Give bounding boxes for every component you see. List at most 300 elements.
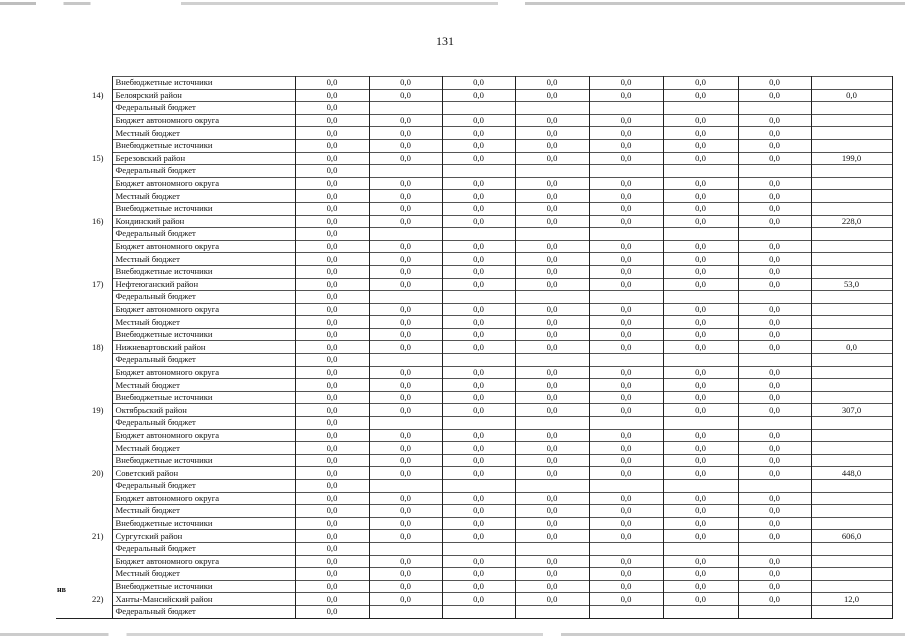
row-name: Внебюджетные источники [112, 139, 295, 152]
value-cell: 0,0 [738, 316, 811, 329]
value-cell: 0,0 [738, 77, 811, 90]
value-cell: 0,0 [738, 253, 811, 266]
row-number [56, 379, 112, 392]
value-cell: 0,0 [442, 505, 515, 518]
value-cell: 0,0 [295, 379, 369, 392]
value-cell: 0,0 [663, 467, 738, 480]
table-row [56, 152, 892, 165]
value-cell: 0,0 [295, 152, 369, 165]
row-name: Нижневартовский район [112, 341, 295, 354]
value-cell: 0,0 [663, 303, 738, 316]
value-cell: 0,0 [295, 593, 369, 606]
row-number [56, 165, 112, 178]
total-cell [811, 253, 892, 266]
value-cell: 0,0 [663, 593, 738, 606]
value-cell: 0,0 [663, 517, 738, 530]
row-number [56, 542, 112, 555]
table-row [56, 316, 892, 329]
table-row [56, 530, 892, 543]
value-cell: 0,0 [369, 391, 442, 404]
table-row [56, 177, 892, 190]
value-cell: 0,0 [589, 77, 663, 90]
value-cell: 0,0 [738, 429, 811, 442]
row-name: Ханты-Мансийский район [112, 593, 295, 606]
value-cell [663, 354, 738, 367]
value-cell [738, 165, 811, 178]
value-cell: 0,0 [442, 492, 515, 505]
value-cell: 0,0 [369, 202, 442, 215]
value-cell: 0,0 [589, 316, 663, 329]
row-name: Бюджет автономного округа [112, 492, 295, 505]
row-number [56, 354, 112, 367]
value-cell: 0,0 [663, 215, 738, 228]
value-cell: 0,0 [295, 429, 369, 442]
value-cell [589, 165, 663, 178]
value-cell: 0,0 [515, 467, 589, 480]
value-cell: 0,0 [738, 467, 811, 480]
value-cell: 0,0 [663, 328, 738, 341]
value-cell [738, 605, 811, 618]
table-row [56, 429, 892, 442]
value-cell: 0,0 [515, 391, 589, 404]
value-cell: 0,0 [369, 429, 442, 442]
value-cell: 0,0 [295, 341, 369, 354]
value-cell: 0,0 [589, 202, 663, 215]
value-cell: 0,0 [442, 467, 515, 480]
row-name: Внебюджетные источники [112, 454, 295, 467]
value-cell: 0,0 [515, 517, 589, 530]
value-cell [515, 480, 589, 493]
value-cell: 0,0 [369, 593, 442, 606]
value-cell: 0,0 [369, 555, 442, 568]
value-cell: 0,0 [663, 379, 738, 392]
value-cell: 0,0 [442, 328, 515, 341]
value-cell: 0,0 [442, 303, 515, 316]
row-number: 15) [56, 152, 112, 165]
value-cell: 0,0 [738, 492, 811, 505]
row-name: Местный бюджет [112, 190, 295, 203]
value-cell [515, 354, 589, 367]
value-cell: 0,0 [442, 215, 515, 228]
value-cell: 0,0 [442, 253, 515, 266]
value-cell: 0,0 [663, 77, 738, 90]
total-cell: 0,0 [811, 89, 892, 102]
total-cell [811, 102, 892, 115]
value-cell: 0,0 [589, 568, 663, 581]
value-cell: 0,0 [589, 517, 663, 530]
value-cell [442, 480, 515, 493]
row-name: Бюджет автономного округа [112, 429, 295, 442]
total-cell [811, 555, 892, 568]
row-name: Бюджет автономного округа [112, 555, 295, 568]
scan-edge-bottom [0, 633, 905, 636]
value-cell [442, 417, 515, 430]
value-cell [663, 542, 738, 555]
value-cell: 0,0 [515, 240, 589, 253]
row-name: Местный бюджет [112, 253, 295, 266]
table-row [56, 580, 892, 593]
value-cell: 0,0 [295, 417, 369, 430]
value-cell [442, 228, 515, 241]
value-cell [589, 102, 663, 115]
value-cell: 0,0 [738, 580, 811, 593]
value-cell: 0,0 [295, 316, 369, 329]
row-name: Внебюджетные источники [112, 391, 295, 404]
table-row [56, 555, 892, 568]
total-cell [811, 114, 892, 127]
row-number [56, 303, 112, 316]
total-cell: 606,0 [811, 530, 892, 543]
value-cell: 0,0 [515, 366, 589, 379]
row-number [56, 291, 112, 304]
row-name: Бюджет автономного округа [112, 114, 295, 127]
row-name: Нефтеюганский район [112, 278, 295, 291]
table-row [56, 102, 892, 115]
total-cell [811, 240, 892, 253]
value-cell: 0,0 [295, 467, 369, 480]
value-cell: 0,0 [369, 517, 442, 530]
row-number: 22) [56, 593, 112, 606]
value-cell: 0,0 [515, 341, 589, 354]
value-cell: 0,0 [738, 328, 811, 341]
total-cell [811, 354, 892, 367]
row-number [56, 555, 112, 568]
value-cell: 0,0 [295, 505, 369, 518]
value-cell: 0,0 [738, 215, 811, 228]
total-cell [811, 580, 892, 593]
value-cell: 0,0 [442, 404, 515, 417]
value-cell: 0,0 [369, 530, 442, 543]
value-cell: 0,0 [442, 341, 515, 354]
table-row [56, 568, 892, 581]
value-cell: 0,0 [442, 517, 515, 530]
row-name: Бюджет автономного округа [112, 177, 295, 190]
value-cell [442, 165, 515, 178]
value-cell: 0,0 [738, 202, 811, 215]
value-cell: 0,0 [515, 429, 589, 442]
value-cell: 0,0 [295, 240, 369, 253]
table-row [56, 190, 892, 203]
value-cell: 0,0 [295, 366, 369, 379]
value-cell [369, 605, 442, 618]
value-cell: 0,0 [663, 530, 738, 543]
value-cell: 0,0 [442, 580, 515, 593]
total-cell [811, 442, 892, 455]
value-cell: 0,0 [369, 366, 442, 379]
value-cell: 0,0 [369, 190, 442, 203]
value-cell: 0,0 [515, 114, 589, 127]
value-cell: 0,0 [442, 316, 515, 329]
value-cell [442, 354, 515, 367]
value-cell: 0,0 [442, 593, 515, 606]
value-cell: 0,0 [515, 593, 589, 606]
table-row [56, 253, 892, 266]
row-number [56, 202, 112, 215]
value-cell: 0,0 [738, 530, 811, 543]
table-row [56, 379, 892, 392]
value-cell [738, 417, 811, 430]
value-cell: 0,0 [738, 190, 811, 203]
value-cell: 0,0 [738, 517, 811, 530]
table-row [56, 139, 892, 152]
table-row [56, 341, 892, 354]
value-cell [589, 291, 663, 304]
value-cell: 0,0 [589, 177, 663, 190]
total-cell [811, 165, 892, 178]
value-cell: 0,0 [515, 127, 589, 140]
row-number: 18) [56, 341, 112, 354]
value-cell: 0,0 [589, 404, 663, 417]
total-cell: 199,0 [811, 152, 892, 165]
value-cell [515, 605, 589, 618]
row-name: Бюджет автономного округа [112, 240, 295, 253]
value-cell: 0,0 [515, 139, 589, 152]
value-cell: 0,0 [515, 177, 589, 190]
value-cell: 0,0 [663, 240, 738, 253]
row-name: Местный бюджет [112, 316, 295, 329]
total-cell [811, 265, 892, 278]
value-cell: 0,0 [515, 492, 589, 505]
row-number: 16) [56, 215, 112, 228]
value-cell: 0,0 [442, 555, 515, 568]
row-number [56, 240, 112, 253]
table-row [56, 114, 892, 127]
row-name: Федеральный бюджет [112, 228, 295, 241]
row-name: Федеральный бюджет [112, 354, 295, 367]
value-cell: 0,0 [442, 77, 515, 90]
table-row [56, 303, 892, 316]
value-cell: 0,0 [663, 492, 738, 505]
value-cell: 0,0 [369, 139, 442, 152]
value-cell: 0,0 [738, 240, 811, 253]
table-row [56, 517, 892, 530]
value-cell [589, 542, 663, 555]
value-cell: 0,0 [369, 442, 442, 455]
total-cell [811, 366, 892, 379]
value-cell: 0,0 [589, 127, 663, 140]
row-name: Бюджет автономного округа [112, 303, 295, 316]
row-number [56, 492, 112, 505]
value-cell: 0,0 [589, 505, 663, 518]
value-cell [738, 291, 811, 304]
value-cell: 0,0 [589, 240, 663, 253]
value-cell: 0,0 [589, 366, 663, 379]
value-cell: 0,0 [515, 278, 589, 291]
value-cell [442, 605, 515, 618]
row-number [56, 417, 112, 430]
total-cell [811, 228, 892, 241]
table-row [56, 202, 892, 215]
value-cell: 0,0 [369, 152, 442, 165]
value-cell: 0,0 [442, 152, 515, 165]
value-cell: 0,0 [442, 442, 515, 455]
value-cell: 0,0 [295, 517, 369, 530]
total-cell: 307,0 [811, 404, 892, 417]
row-name: Местный бюджет [112, 568, 295, 581]
value-cell: 0,0 [589, 114, 663, 127]
value-cell [515, 165, 589, 178]
table-row [56, 417, 892, 430]
value-cell: 0,0 [295, 165, 369, 178]
row-name: Бюджет автономного округа [112, 366, 295, 379]
value-cell: 0,0 [515, 555, 589, 568]
value-cell: 0,0 [589, 391, 663, 404]
value-cell: 0,0 [589, 278, 663, 291]
total-cell: 12,0 [811, 593, 892, 606]
page-number: 131 [436, 34, 454, 48]
value-cell: 0,0 [738, 341, 811, 354]
total-cell [811, 177, 892, 190]
value-cell: 0,0 [515, 328, 589, 341]
value-cell: 0,0 [589, 341, 663, 354]
row-number [56, 139, 112, 152]
row-number [56, 568, 112, 581]
value-cell: 0,0 [663, 555, 738, 568]
row-name: Внебюджетные источники [112, 202, 295, 215]
row-number [56, 605, 112, 618]
value-cell: 0,0 [369, 114, 442, 127]
total-cell [811, 417, 892, 430]
value-cell: 0,0 [515, 454, 589, 467]
total-cell [811, 542, 892, 555]
row-number [56, 391, 112, 404]
total-cell [811, 480, 892, 493]
value-cell: 0,0 [295, 555, 369, 568]
table-row [56, 404, 892, 417]
table-row [56, 492, 892, 505]
row-number [56, 517, 112, 530]
value-cell: 0,0 [369, 580, 442, 593]
value-cell: 0,0 [295, 454, 369, 467]
value-cell: 0,0 [295, 328, 369, 341]
value-cell [515, 542, 589, 555]
value-cell: 0,0 [369, 89, 442, 102]
value-cell: 0,0 [442, 265, 515, 278]
row-number [56, 366, 112, 379]
value-cell: 0,0 [369, 303, 442, 316]
value-cell: 0,0 [295, 77, 369, 90]
row-number: 20) [56, 467, 112, 480]
value-cell [663, 605, 738, 618]
value-cell: 0,0 [589, 89, 663, 102]
value-cell: 0,0 [295, 177, 369, 190]
value-cell: 0,0 [369, 467, 442, 480]
value-cell: 0,0 [663, 265, 738, 278]
value-cell: 0,0 [295, 228, 369, 241]
value-cell [369, 165, 442, 178]
value-cell [515, 102, 589, 115]
value-cell: 0,0 [442, 89, 515, 102]
value-cell [589, 480, 663, 493]
row-number [56, 190, 112, 203]
table-row [56, 505, 892, 518]
value-cell: 0,0 [663, 253, 738, 266]
value-cell: 0,0 [295, 190, 369, 203]
value-cell: 0,0 [369, 127, 442, 140]
value-cell: 0,0 [295, 89, 369, 102]
row-number [56, 77, 112, 90]
total-cell [811, 454, 892, 467]
value-cell: 0,0 [663, 366, 738, 379]
table-row [56, 127, 892, 140]
value-cell: 0,0 [369, 568, 442, 581]
value-cell: 0,0 [295, 202, 369, 215]
table-row [56, 77, 892, 90]
value-cell [369, 354, 442, 367]
row-number [56, 454, 112, 467]
value-cell: 0,0 [589, 215, 663, 228]
value-cell: 0,0 [663, 190, 738, 203]
value-cell: 0,0 [369, 404, 442, 417]
value-cell: 0,0 [442, 278, 515, 291]
value-cell [738, 228, 811, 241]
row-name: Федеральный бюджет [112, 605, 295, 618]
value-cell: 0,0 [738, 593, 811, 606]
value-cell: 0,0 [738, 152, 811, 165]
row-number [56, 505, 112, 518]
table-row [56, 542, 892, 555]
value-cell: 0,0 [442, 177, 515, 190]
value-cell: 0,0 [589, 253, 663, 266]
row-name: Внебюджетные источники [112, 77, 295, 90]
value-cell: 0,0 [663, 202, 738, 215]
value-cell: 0,0 [515, 215, 589, 228]
row-number [56, 442, 112, 455]
value-cell: 0,0 [369, 341, 442, 354]
row-name: Советский район [112, 467, 295, 480]
value-cell: 0,0 [515, 530, 589, 543]
value-cell [515, 417, 589, 430]
table-row [56, 215, 892, 228]
value-cell: 0,0 [369, 492, 442, 505]
value-cell: 0,0 [442, 429, 515, 442]
table-row [56, 480, 892, 493]
value-cell: 0,0 [295, 278, 369, 291]
total-cell: 448,0 [811, 467, 892, 480]
table-row [56, 391, 892, 404]
value-cell: 0,0 [738, 114, 811, 127]
value-cell: 0,0 [515, 404, 589, 417]
value-cell: 0,0 [442, 127, 515, 140]
table-row [56, 467, 892, 480]
value-cell: 0,0 [369, 316, 442, 329]
value-cell: 0,0 [295, 215, 369, 228]
value-cell [515, 228, 589, 241]
total-cell [811, 139, 892, 152]
row-name: Местный бюджет [112, 442, 295, 455]
value-cell: 0,0 [738, 391, 811, 404]
row-number [56, 265, 112, 278]
value-cell: 0,0 [515, 303, 589, 316]
table-row [56, 354, 892, 367]
value-cell [442, 102, 515, 115]
row-name: Федеральный бюджет [112, 480, 295, 493]
value-cell: 0,0 [295, 568, 369, 581]
table-row [56, 605, 892, 618]
table-row [56, 454, 892, 467]
value-cell: 0,0 [515, 265, 589, 278]
row-name: Федеральный бюджет [112, 542, 295, 555]
value-cell: 0,0 [663, 404, 738, 417]
value-cell: 0,0 [369, 265, 442, 278]
row-number [56, 114, 112, 127]
value-cell: 0,0 [589, 530, 663, 543]
value-cell: 0,0 [663, 139, 738, 152]
total-cell [811, 391, 892, 404]
value-cell: 0,0 [589, 265, 663, 278]
table-row [56, 291, 892, 304]
value-cell: 0,0 [663, 114, 738, 127]
